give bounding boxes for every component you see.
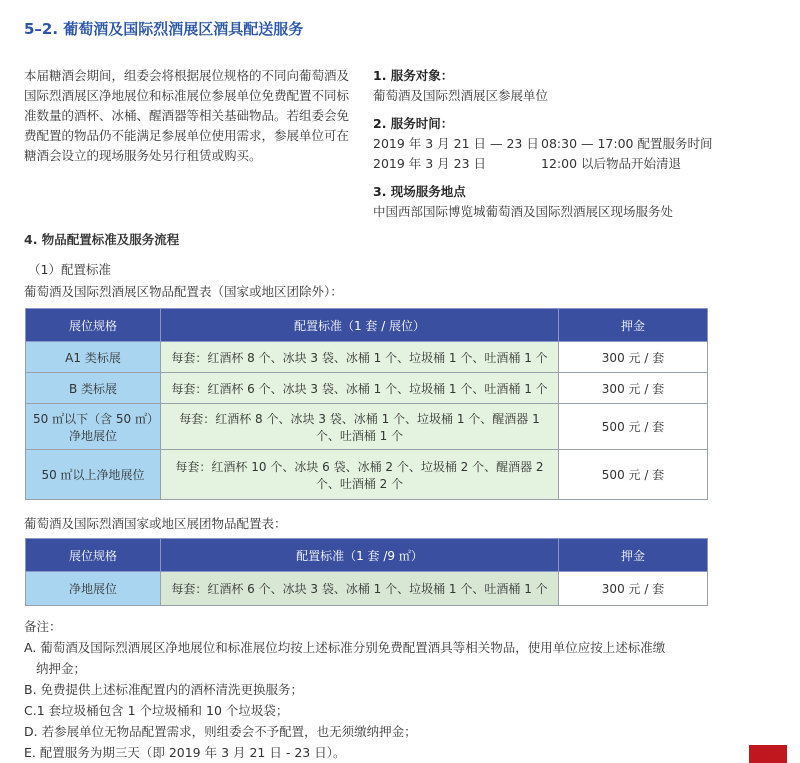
- cell-spec: 50 ㎡以下（含 50 ㎡）净地展位: [26, 404, 161, 450]
- cell-spec: A1 类标展: [26, 342, 161, 373]
- table2-caption: 葡萄酒及国际烈酒国家或地区展团物品配置表：: [24, 516, 287, 531]
- location-value: 中国西部国际博览城葡萄酒及国际烈酒展区现场服务处: [373, 204, 674, 219]
- time-row-1-desc: 08:30 — 17:00 配置服务时间: [541, 136, 713, 151]
- table-row: [26, 373, 708, 404]
- header-spec: 展位规格: [26, 309, 161, 342]
- header-deposit: 押金: [559, 309, 708, 342]
- intro-paragraph: 本届糖酒会期间，组委会将根据展位规格的不同向葡萄酒及国际烈酒展区净地展位和标准展位参展单位免费配置不同标准数量的酒杯、冰桶、醒酒器等相关基础物品。若组委会免费配置的物品仍不能满足参展单位使用需求，参展单位可在糖酒会设立的现场服务处另行租赁或购买。: [24, 68, 350, 163]
- time-row-1: [373, 134, 773, 154]
- cell-deposit: 500 元 / 套: [559, 450, 708, 500]
- target-value: 葡萄酒及国际烈酒展区参展单位: [373, 88, 549, 103]
- table-row: [26, 450, 708, 500]
- config-table-delegations: [25, 538, 708, 606]
- time-row-2-date: 2019 年 3 月 23 日: [373, 156, 487, 171]
- time-row-2-desc: 12:00 以后物品开始清退: [541, 156, 681, 171]
- cell-deposit: 300 元 / 套: [559, 342, 708, 373]
- cell-spec: 50 ㎡以上净地展位: [26, 450, 161, 500]
- time-row-2: [373, 154, 773, 174]
- notes-section: [24, 616, 714, 763]
- table-row: [26, 404, 708, 450]
- cell-standard: 每套：红酒杯 10 个、冰块 6 袋、冰桶 2 个、垃圾桶 2 个、醒酒器 2 个、吐酒桶 2 个: [161, 450, 559, 500]
- header-deposit: 押金: [559, 539, 708, 572]
- location-heading: 3. 现场服务地点: [373, 184, 466, 199]
- cell-deposit: 300 元 / 套: [559, 572, 708, 606]
- cell-standard: 每套：红酒杯 6 个、冰块 3 袋、冰桶 1 个、垃圾桶 1 个、吐酒桶 1 个: [161, 572, 559, 606]
- cell-standard: 每套：红酒杯 6 个、冰块 3 袋、冰桶 1 个、垃圾桶 1 个、吐酒桶 1 个: [161, 373, 559, 404]
- cell-standard: 每套：红酒杯 8 个、冰块 3 袋、冰桶 1 个、垃圾桶 1 个、吐酒桶 1 个: [161, 342, 559, 373]
- section-4-heading: 4. 物品配置标准及服务流程: [24, 232, 180, 247]
- cell-standard: 每套：红酒杯 8 个、冰块 3 袋、冰桶 1 个、垃圾桶 1 个、醒酒器 1 个、吐酒桶 1 个: [161, 404, 559, 450]
- page-title: 5–2. 葡萄酒及国际烈酒展区酒具配送服务: [24, 20, 304, 38]
- table-header-row: [26, 539, 708, 572]
- time-heading: 2. 服务时间：: [373, 116, 454, 131]
- cell-deposit: 500 元 / 套: [559, 404, 708, 450]
- sub-heading-standard: （1）配置标准: [28, 262, 111, 277]
- header-standard: 配置标准（1 套 / 展位）: [161, 309, 559, 342]
- note-b: B. 免费提供上述标准配置内的酒杯清洗更换服务；: [24, 682, 304, 697]
- header-spec: 展位规格: [26, 539, 161, 572]
- service-target: [373, 66, 773, 106]
- header-standard: 配置标准（1 套 /9 ㎡）: [161, 539, 559, 572]
- table-row: [26, 572, 708, 606]
- service-info: [373, 66, 773, 230]
- target-heading: 1. 服务对象：: [373, 68, 454, 83]
- note-a-continued: 纳押金；: [36, 661, 87, 676]
- cell-spec: B 类标展: [26, 373, 161, 404]
- table1-caption: 葡萄酒及国际烈酒展区物品配置表（国家或地区团除外）：: [24, 284, 343, 299]
- time-row-1-date: 2019 年 3 月 21 日 — 23 日: [373, 136, 539, 151]
- note-c: C.1 套垃圾桶包含 1 个垃圾桶和 10 个垃圾袋；: [24, 703, 289, 718]
- service-time: [373, 114, 773, 174]
- notes-heading: 备注：: [24, 619, 62, 634]
- cell-spec: 净地展位: [26, 572, 161, 606]
- config-table-booths: [25, 308, 708, 500]
- table-header-row: [26, 309, 708, 342]
- cell-deposit: 300 元 / 套: [559, 373, 708, 404]
- service-location: [373, 182, 773, 222]
- page-corner-tab: [749, 745, 787, 763]
- note-e: E. 配置服务为期三天（即 2019 年 3 月 21 日 - 23 日）。: [24, 745, 346, 760]
- note-a: A. 葡萄酒及国际烈酒展区净地展位和标准展位均按上述标准分别免费配置酒具等相关物品，使用单位应按上述标准缴: [24, 640, 666, 655]
- table-row: [26, 342, 708, 373]
- note-d: D. 若参展单位无物品配置需求，则组委会不予配置，也无须缴纳押金；: [24, 724, 417, 739]
